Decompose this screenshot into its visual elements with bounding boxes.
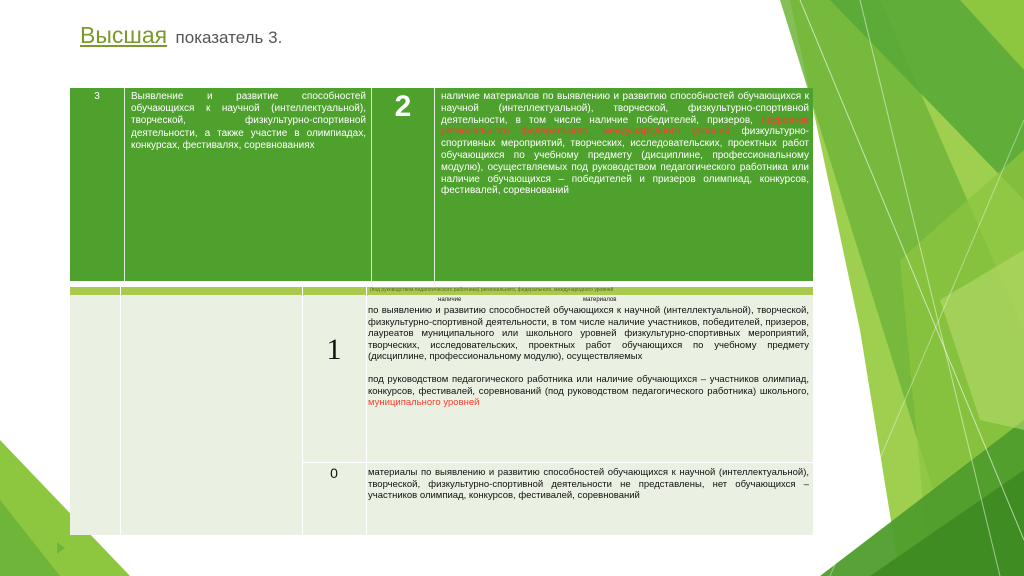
title-sub: показатель 3. [175,28,283,47]
desc-highlight: муниципального уровней [368,397,480,408]
score-1: 1 [326,333,342,366]
column-divider [302,287,303,535]
score-2-description [435,88,813,281]
column-divider [366,287,367,535]
desc-text: физкультурно-спортивных мероприятий, творческих, исследовательских, проектных работ обучающихся по учебному предмету (дисциплине, профессиональному модулю), осуществляемых под руководством педагогического работника или наличие обучающихся – победителей и призеров олимпиад, конкурсов, фестивалей, соревнований [441,126,809,197]
criterion-number: 3 [70,88,125,281]
desc-text: по выявлению и развитию способностей обучающихся к научной (интеллектуальной), творческой, физкультурно-спортивной деятельности, в том числе наличие участников, победителей, призеров, лауреатов муниципального или школьного уровней физкультурно-спортивных мероприятий, творческих, исследовательских, проектных работ обучающихся по учебному предмету (дисциплине, профессиональному модулю), осуществляемых [368,305,809,362]
title-main: Высшая [80,22,168,48]
score-1-header: наличие материалов [438,297,617,303]
score-1-description [368,305,809,409]
score-0-description: материалы по выявлению и развитию способностей обучающихся к научной (интеллектуальной), творческой, физкультурно-спортивной деятельности не представлены, нет обучающихся – участников олимпиад, конкурсов, фестивалей, соревнований [368,467,809,501]
row-divider [302,462,813,463]
criterion-text: Выявление и развитие способностей обучающихся к научной (интеллектуальной), творческой, физкультурно-спортивной деятельности, а также участие в олимпиадах, конкурсах, фестивалях, соревнованиях [125,88,372,281]
slide-title [80,22,282,49]
criteria-table-top [70,88,813,281]
column-divider [120,287,121,535]
score-2: 2 [372,88,435,281]
desc-text: наличие материалов по выявлению и развитию способностей обучающихся к научной (интеллектуальной), творческой, физкультурно-спортивной деятельности, в том числе наличие победителей, призеров, [441,91,809,126]
score-0: 0 [330,465,338,481]
table-caption: (под руководством педагогического работника) регионального, федерального, международного уровней [370,287,614,293]
desc-highlight: лауреатов регионального федерального, международного уровней [441,114,809,138]
desc-text: под руководством педагогического работника или наличие обучающихся – участников олимпиад, конкурсов, фестивалей, соревнований (под руководством педагогического работника) школьного, [368,374,809,397]
criteria-table-bottom [70,287,813,535]
